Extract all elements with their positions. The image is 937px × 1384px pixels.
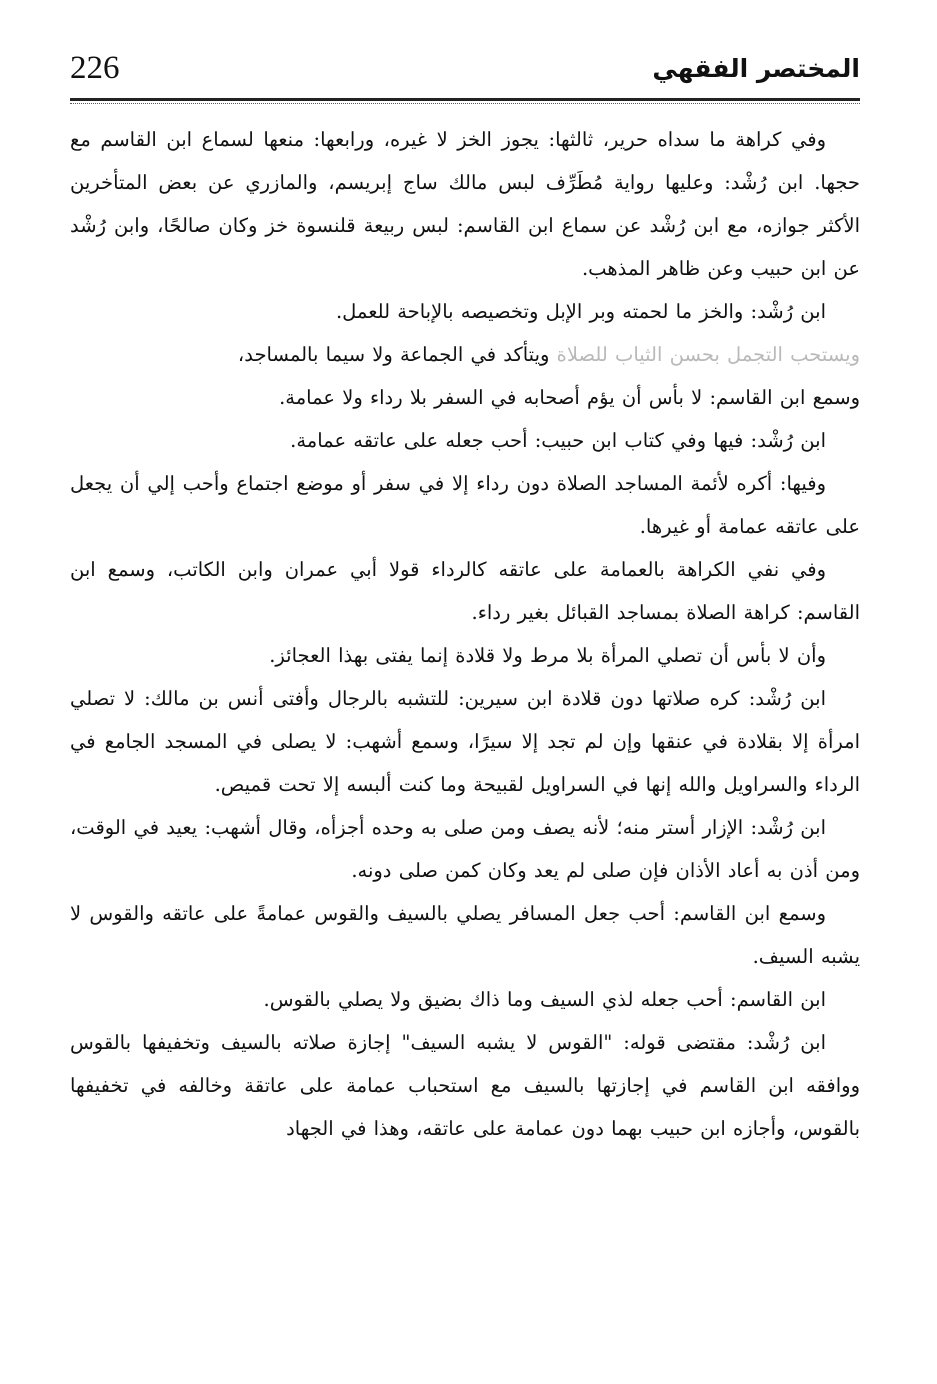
running-title: المختصر الفقهي [652, 54, 860, 83]
clear-text: ويتأكد في الجماعة ولا سيما بالمساجد، [237, 343, 550, 366]
paragraph: وفي كراهة ما سداه حرير، ثالثها: يجوز الخز لا غيره، ورابعها: منعها لسماع ابن القاسم مع حجها. ابن رُشْد: وعليها رواية مُطَرِّف لبس مالك ساج إبريسم، والمازري عن بعض المتأخرين الأكثر جوازه، مع ابن رُشْد عن سماع ابن القاسم: لبس ربيعة قلنسوة خز وكان صالحًا، وابن رُشْد عن ابن حبيب وعن ظاهر المذهب. [70, 128, 860, 280]
page-header [70, 42, 860, 98]
paragraph: وسمع ابن القاسم: لا بأس أن يؤم أصحابه في السفر بلا رداء ولا عمامة. [279, 386, 860, 409]
paragraph: ابن رُشْد: مقتضى قوله: "القوس لا يشبه السيف" إجازة صلاته بالسيف وتخفيفها بالقوس ووافقه ابن القاسم في إجازتها بالسيف مع استحباب عمامة على عاتقة وخالفه في تخفيفها بالقوس، وأجازه ابن حبيب بهما دون عمامة على عاتقه، وهذا في الجهاد [70, 1031, 860, 1140]
paragraph: ابن رُشْد: الإزار أستر منه؛ لأنه يصف ومن صلى به وحده أجزأه، وقال أشهب: يعيد في الوقت، ومن أذن به أعاد الأذان فإن صلى لم يعد وكان كمن صلى دونه. [70, 816, 860, 882]
body-text [70, 118, 860, 1150]
paragraph: وفي نفي الكراهة بالعمامة على عاتقه كالرداء قولا أبي عمران وابن الكاتب، وسمع ابن القاسم: كراهة الصلاة بمساجد القبائل بغير رداء. [70, 558, 860, 624]
paragraph: ابن رُشْد: كره صلاتها دون قلادة ابن سيرين: للتشبه بالرجال وأفتى أنس بن مالك: لا تصلي امرأة إلا بقلادة في عنقها وإن لم تجد إلا سيرًا، وسمع أشهب: لا يصلى في المسجد الجامع في الرداء والسراويل والله إنها في السراويل لقبيحة وما كنت ألبسه إلا تحت قميص. [70, 687, 860, 796]
paragraph: وفيها: أكره لأئمة المساجد الصلاة دون رداء إلا في سفر أو موضع اجتماع وأحب إلي أن يجعل على عاتقه عمامة أو غيرها. [70, 472, 860, 538]
header-rule [70, 98, 860, 101]
paragraph-faded-line [70, 333, 860, 376]
header-rule-dotted [70, 103, 860, 104]
paragraph: ابن رُشْد: والخز ما لحمته وبر الإبل وتخصيصه بالإباحة للعمل. [335, 300, 826, 323]
faded-text: ويستحب التجمل بحسن الثياب للصلاة [556, 343, 860, 366]
page-number: 226 [70, 50, 120, 86]
paragraph: ابن رُشْد: فيها وفي كتاب ابن حبيب: أحب جعله على عاتقه عمامة. [290, 429, 826, 452]
paragraph: ابن القاسم: أحب جعله لذي السيف وما ذاك بضيق ولا يصلي بالقوس. [263, 988, 826, 1011]
paragraph: وأن لا بأس أن تصلي المرأة بلا مرط ولا قلادة إنما يفتى بهذا العجائز. [269, 644, 826, 667]
paragraph: وسمع ابن القاسم: أحب جعل المسافر يصلي بالسيف والقوس عمامةً على عاتقه والقوس لا يشبه السيف. [70, 902, 860, 968]
